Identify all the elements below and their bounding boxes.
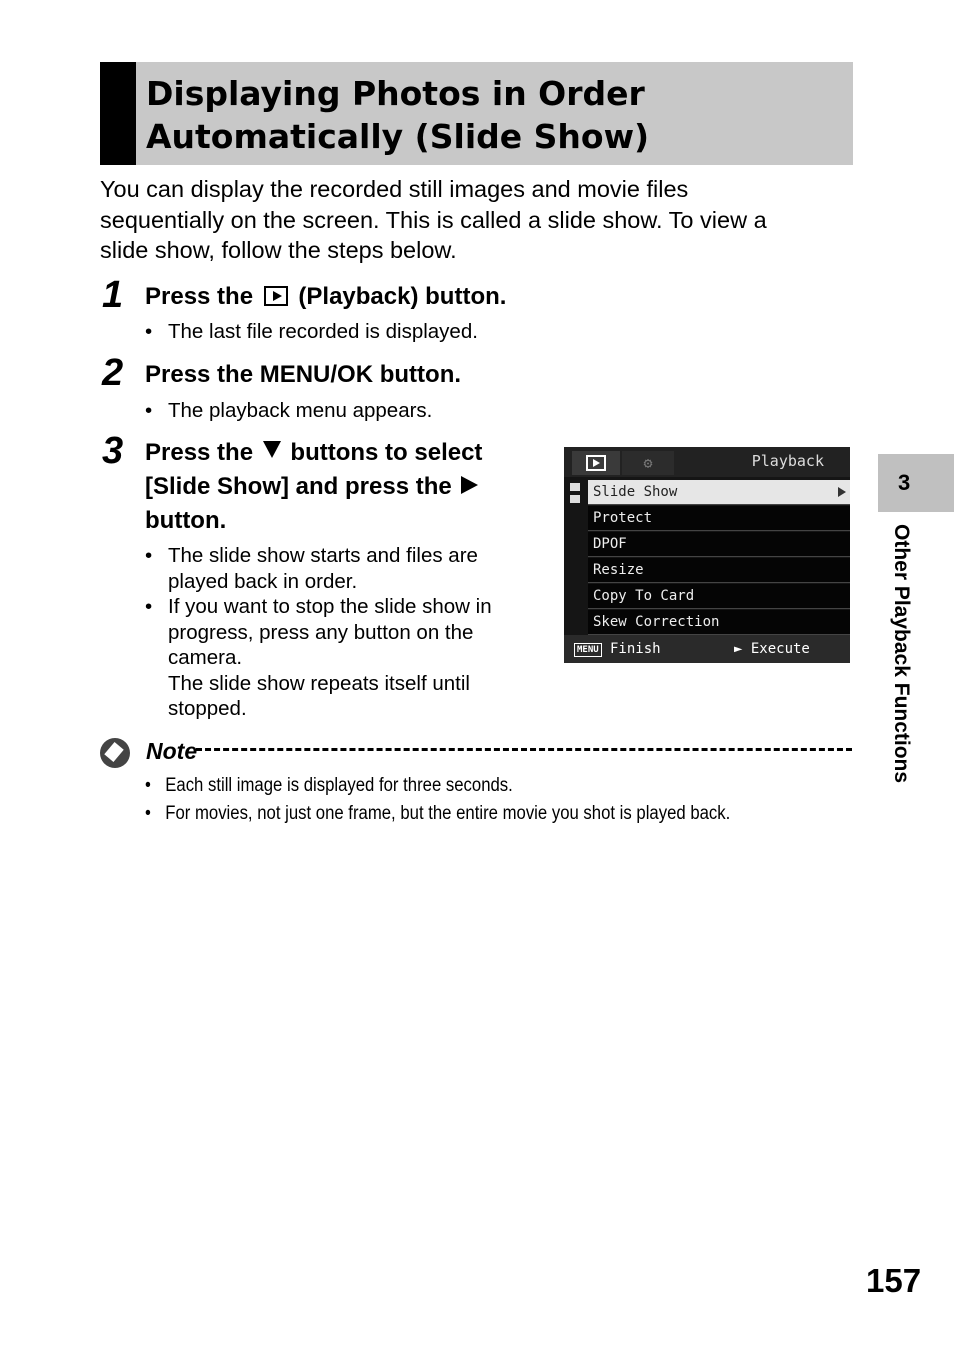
step-3-heading (145, 436, 545, 538)
step-1-heading (145, 280, 506, 314)
menu-button-icon: MENU (574, 643, 602, 657)
bullet-text: The playback menu appears. (168, 399, 433, 422)
step-3-line-1 (145, 439, 482, 466)
step-number-2: 2 (102, 352, 124, 394)
note-text: Each still image is displayed for three seconds. (165, 775, 513, 796)
step-number-1: 1 (102, 274, 124, 316)
menu-item-skew-correction (588, 610, 850, 635)
step-1-bullets (145, 319, 478, 345)
note-icon (100, 738, 130, 768)
intro-line-1: You can display the recorded still images and movie files (100, 176, 689, 202)
note-label: Note (146, 738, 198, 764)
menu-item-resize (588, 558, 850, 583)
bullet-text: progress, press any button on the (168, 620, 474, 644)
title-accent-bar (100, 62, 136, 165)
title-line-1: Displaying Photos in Order (146, 74, 645, 113)
intro-paragraph (100, 174, 850, 266)
chapter-title: Other Playback Functions (890, 524, 913, 784)
step-3-text: Press the (145, 439, 254, 466)
right-arrow-icon (838, 487, 846, 497)
intro-line-3: slide show, follow the steps below. (100, 237, 457, 263)
step-1-head-before: Press the (145, 283, 254, 310)
step-1-head-after: (Playback) button. (298, 283, 507, 310)
bullet-text: played back in order. (168, 569, 358, 593)
page-title (146, 72, 846, 158)
menu-item-label: Protect (593, 510, 653, 526)
list-item: • The playback menu appears. (145, 399, 433, 422)
playback-tab (572, 451, 620, 475)
note-bullets (145, 772, 730, 828)
list-item: • The last file recorded is displayed. (145, 320, 478, 343)
mode-label: Playback (751, 452, 824, 470)
footer-execute: ► Execute (734, 641, 810, 657)
step-3-text: buttons to select (290, 439, 483, 466)
chapter-tab (878, 454, 954, 512)
menu-item-label: DPOF (593, 536, 627, 552)
step-2-heading: Press the MENU/OK button. (145, 361, 462, 388)
step-3-bullets (145, 543, 545, 722)
step-3-line-2 (145, 473, 481, 500)
menu-item-dpof (588, 532, 850, 557)
side-indicator-icons (566, 479, 586, 503)
bullet-text: The last file recorded is displayed. (168, 320, 478, 343)
down-triangle-icon (263, 441, 281, 458)
menu-item-label: Resize (593, 562, 644, 578)
playback-icon (264, 286, 288, 306)
menu-item-label: Slide Show (593, 484, 678, 500)
chapter-number: 3 (898, 470, 911, 495)
bullet-text: If you want to stop the slide show in (168, 595, 492, 618)
bullet-text: The slide show starts and files are (168, 544, 478, 567)
step-2-bullets (145, 398, 432, 424)
menu-item-label: Skew Correction (593, 614, 720, 630)
note-divider (196, 748, 852, 751)
playback-icon (586, 455, 606, 471)
bullet-text: The slide show repeats itself until (168, 671, 470, 695)
page-number: 157 (866, 1262, 922, 1299)
menu-item-label: Copy To Card (593, 588, 695, 604)
bullet-text: camera. (168, 646, 243, 669)
menu-tabs (564, 447, 850, 477)
intro-line-2: sequentially on the screen. This is called a slide show. To view a (100, 206, 767, 233)
right-triangle-icon (461, 476, 478, 494)
step-number-3: 3 (102, 430, 124, 472)
step-3-line-3: button. (145, 507, 227, 534)
camera-playback-menu-screen (564, 447, 850, 663)
list-item: • If you want to stop the slide show in progress, press any button on the camera. The slide show repeats itself until stopped. (145, 594, 545, 722)
menu-item-protect (588, 506, 850, 531)
indicator-icon (570, 483, 580, 491)
screen-footer (564, 635, 850, 663)
menu-list (588, 480, 850, 636)
list-item: • Each still image is displayed for three seconds. (145, 775, 513, 796)
wrench-icon: ⚙ (622, 451, 674, 475)
menu-item-copy-to-card (588, 584, 850, 609)
section-title-block (100, 62, 853, 165)
list-item: • The slide show starts and files are played back in order. (145, 543, 545, 594)
list-item: • For movies, not just one frame, but the entire movie you shot is played back. (145, 803, 731, 824)
bullet-text: stopped. (168, 697, 247, 720)
menu-item-slide-show (588, 480, 850, 505)
note-text: For movies, not just one frame, but the entire movie you shot is played back. (165, 803, 731, 824)
title-line-2: Automatically (Slide Show) (146, 117, 650, 156)
step-3-text: [Slide Show] and press the (145, 473, 452, 500)
indicator-icon (570, 495, 580, 503)
footer-finish: Finish (610, 641, 661, 657)
